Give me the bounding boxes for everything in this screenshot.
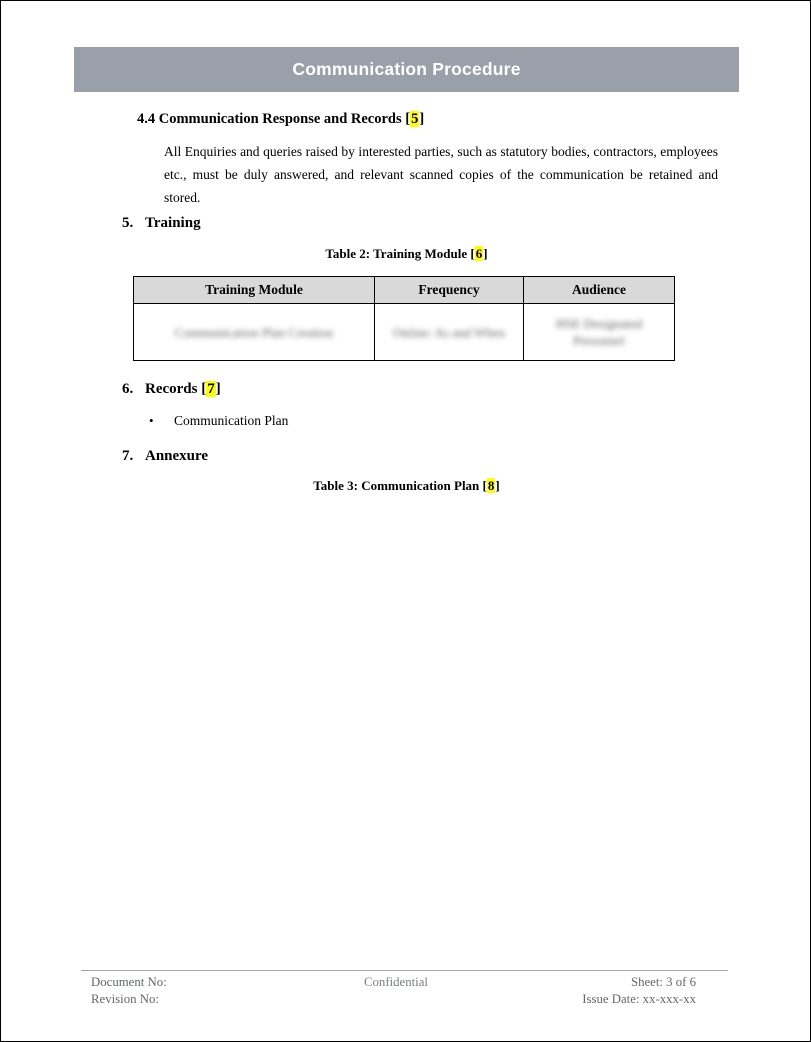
redacted-text: HSE Designated Personnel	[555, 316, 643, 348]
training-module-table	[133, 276, 675, 361]
ref-5-highlight: 5	[411, 111, 419, 127]
issue-date: Issue Date: xx-xxx-xx	[582, 991, 696, 1006]
section-6-number: 6.	[122, 381, 134, 397]
bullet-icon: •	[149, 413, 154, 428]
revision-no-label: Revision No:	[91, 991, 159, 1006]
table-header-frequency: Frequency	[375, 277, 524, 304]
table-cell-frequency	[375, 304, 524, 361]
document-title: Communication Procedure	[292, 59, 521, 79]
section-7-number: 7.	[122, 448, 134, 464]
ref-7-highlight: 7	[207, 381, 215, 397]
table-cell-training-module	[134, 304, 375, 361]
ref-8-highlight: 8	[487, 478, 495, 493]
table-3-caption	[1, 478, 811, 494]
table-header-training-module: Training Module	[134, 277, 375, 304]
document-no-label: Document No:	[91, 975, 167, 989]
paragraph-4-4: All Enquiries and queries raised by interested parties, such as statutory bodies, contractors, employees etc., must be duly answered, and relevant scanned copies of the communication be retained and stored.	[164, 144, 718, 205]
title-banner	[74, 47, 739, 92]
heading-4-4	[137, 111, 424, 128]
table-header-row	[134, 277, 675, 304]
section-5-number: 5.	[122, 215, 134, 231]
heading-4-4-text: 4.4 Communication Response and Records [	[137, 111, 411, 127]
ref-6-highlight: 6	[475, 246, 483, 261]
table-2-caption	[1, 246, 811, 262]
table-2-caption-close: ]	[483, 246, 488, 261]
redacted-text: Communication Plan Creation	[174, 324, 334, 340]
heading-section-6-records	[122, 381, 221, 398]
list-item-label: Communication Plan	[174, 413, 289, 428]
table-header-audience: Audience	[524, 277, 675, 304]
sheet-number: Sheet: 3 of 6	[630, 975, 696, 989]
heading-section-5-training	[122, 215, 201, 232]
table-cell-audience	[524, 304, 675, 361]
section-6-title: Records [	[145, 381, 207, 397]
redacted-text: Online: As and When	[392, 324, 506, 340]
table-2-caption-text: Table 2: Training Module [	[325, 246, 475, 261]
table-row	[134, 304, 675, 361]
section-6-close: ]	[215, 381, 221, 397]
confidential-label: Confidential	[364, 975, 428, 989]
table-3-caption-close: ]	[495, 478, 500, 493]
footer-divider	[81, 970, 728, 971]
footer-right	[582, 974, 696, 1007]
heading-section-7-annexure	[122, 448, 208, 465]
section-5-title: Training	[145, 215, 201, 231]
heading-4-4-close: ]	[419, 111, 425, 127]
section-7-title: Annexure	[145, 448, 209, 464]
table-3-caption-text: Table 3: Communication Plan [	[313, 478, 487, 493]
list-item	[149, 413, 288, 429]
